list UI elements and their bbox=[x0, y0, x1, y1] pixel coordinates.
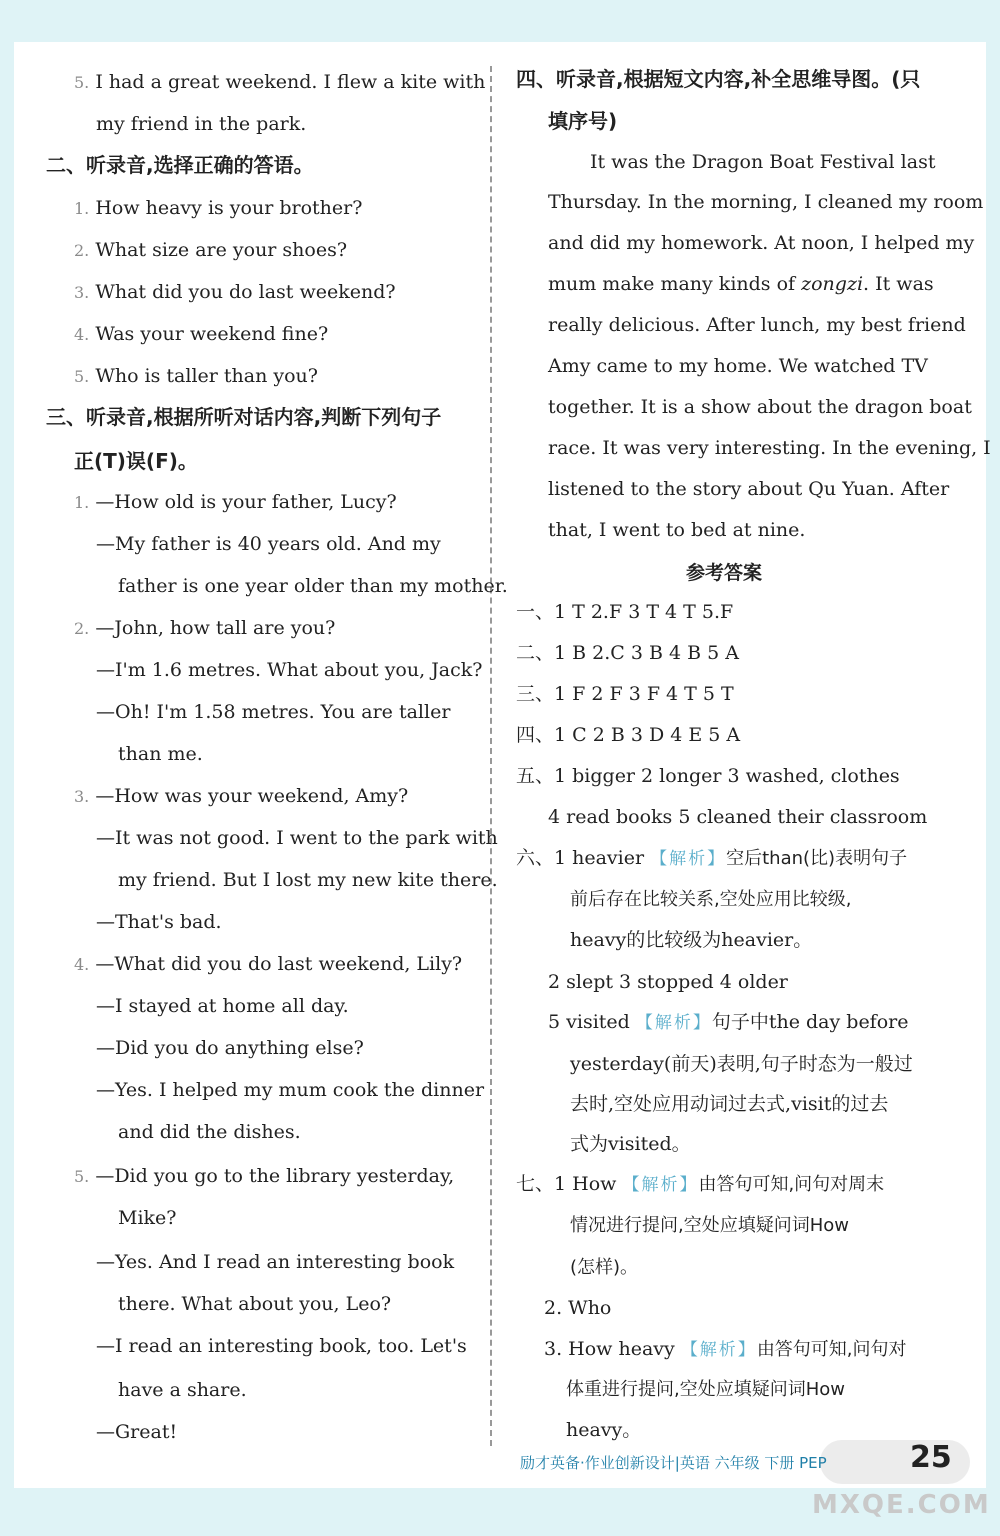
dialog-4-line-3: —Did you do anything else? bbox=[96, 1037, 364, 1059]
passage-line-9: listened to the story about Qu Yuan. After bbox=[548, 478, 950, 500]
passage-line-5: really delicious. After lunch, my best friend bbox=[548, 314, 966, 336]
section-3-title-line-2: 正(T)误(F)。 bbox=[74, 449, 198, 473]
answer-text: 七、1 How bbox=[516, 1173, 617, 1195]
answer-row-6-mid: 2 slept 3 stopped 4 older bbox=[548, 971, 788, 993]
answer-row-7-3-note-3: heavy。 bbox=[566, 1419, 642, 1441]
item-text: What size are your shoes? bbox=[95, 239, 348, 261]
analysis-tag: 【解析】 bbox=[635, 1013, 712, 1033]
section-4-title-line-1: 四、听录音,根据短文内容,补全思维导图。(只 bbox=[516, 67, 921, 91]
answer-row-7-2: 2. Who bbox=[544, 1297, 612, 1319]
answer-text: 六、1 heavier bbox=[516, 847, 645, 869]
watermark-text: MXQE.COM bbox=[812, 1490, 991, 1520]
dialog-5-line-6: have a share. bbox=[118, 1379, 247, 1401]
item-number: 1. bbox=[74, 199, 90, 218]
dialog-1-line-1 bbox=[74, 490, 397, 515]
answer-row-6-5-note-2: yesterday(前天)表明,句子时态为一般过 bbox=[570, 1053, 913, 1075]
page-top-border bbox=[0, 0, 1000, 42]
answer-row-7-1-note-2: 情况进行提问,空处应填疑问词How bbox=[570, 1215, 849, 1236]
item-number: 4. bbox=[74, 955, 90, 974]
dialog-4-line-5: and did the dishes. bbox=[118, 1121, 301, 1143]
answer-row-5a: 五、1 bigger 2 longer 3 washed, clothes bbox=[516, 765, 900, 787]
analysis-text: 空后than(比)表明句子 bbox=[726, 848, 908, 869]
passage-italic-word: zongzi bbox=[801, 273, 864, 295]
sec2-item-5 bbox=[74, 364, 318, 389]
answer-row-6-5 bbox=[548, 1010, 908, 1035]
answer-row-6-5-note-3: 去时,空处应用动词过去式,visit的过去 bbox=[570, 1093, 889, 1115]
answer-row-2: 二、1 B 2.C 3 B 4 B 5 A bbox=[516, 642, 739, 664]
dialog-5-line-3: —Yes. And I read an interesting book bbox=[96, 1251, 455, 1273]
dialog-2-line-3: —Oh! I'm 1.58 metres. You are taller bbox=[96, 701, 451, 723]
analysis-tag: 【解析】 bbox=[622, 1175, 699, 1195]
item-number: 3. bbox=[74, 787, 90, 806]
item-number: 3. bbox=[74, 283, 90, 302]
passage-line-1: It was the Dragon Boat Festival last bbox=[590, 151, 936, 173]
dialog-text: —How old is your father, Lucy? bbox=[95, 491, 397, 513]
page-left-border bbox=[0, 0, 14, 1536]
dialog-1-line-2: —My father is 40 years old. And my bbox=[96, 533, 441, 555]
analysis-tag: 【解析】 bbox=[650, 849, 727, 869]
answer-row-6-5-note-4: 式为visited。 bbox=[570, 1133, 691, 1155]
sec2-item-2 bbox=[74, 238, 347, 263]
passage-text: . It was bbox=[863, 273, 934, 295]
dialog-5-line-4: there. What about you, Leo? bbox=[118, 1293, 392, 1315]
dialog-text: —John, how tall are you? bbox=[95, 617, 336, 639]
passage-text: mum make many kinds of bbox=[548, 273, 796, 295]
answers-title: 参考答案 bbox=[686, 562, 763, 584]
answer-text: 3. How heavy bbox=[544, 1338, 675, 1360]
item-number: 2. bbox=[74, 619, 90, 638]
item-text: Who is taller than you? bbox=[95, 365, 318, 387]
dialog-1-line-3: father is one year older than my mother. bbox=[118, 575, 508, 597]
passage-line-10: that, I went to bed at nine. bbox=[548, 519, 806, 541]
answer-row-6-1-note-3: heavy的比较级为heavier。 bbox=[570, 929, 813, 951]
passage-line-6: Amy came to my home. We watched TV bbox=[548, 355, 928, 377]
dialog-3-line-3: my friend. But I lost my new kite there. bbox=[118, 869, 498, 891]
page-number: 25 bbox=[910, 1440, 952, 1475]
answer-row-3: 三、1 F 2 F 3 F 4 T 5 T bbox=[516, 683, 734, 705]
dialog-4-line-2: —I stayed at home all day. bbox=[96, 995, 349, 1017]
footer-book-info: 励才英备·作业创新设计|英语 六年级 下册 PEP bbox=[520, 1454, 827, 1472]
sec2-item-4 bbox=[74, 322, 328, 347]
item-number: 5. bbox=[74, 73, 90, 92]
item-text: What did you do last weekend? bbox=[95, 281, 396, 303]
passage-line-3: and did my homework. At noon, I helped my bbox=[548, 232, 975, 254]
answer-row-1: 一、1 T 2.F 3 T 4 T 5.F bbox=[516, 601, 734, 623]
dialog-5-line-7: —Great! bbox=[96, 1421, 178, 1443]
passage-line-8: race. It was very interesting. In the evening, I bbox=[548, 437, 991, 459]
dialog-text: —What did you do last weekend, Lily? bbox=[95, 953, 463, 975]
passage-line-7: together. It is a show about the dragon boat bbox=[548, 396, 972, 418]
answer-row-7-1 bbox=[516, 1172, 884, 1197]
item-number: 5. bbox=[74, 367, 90, 386]
item-text: How heavy is your brother? bbox=[95, 197, 363, 219]
answer-row-6-1-note-2: 前后存在比较关系,空处应用比较级, bbox=[570, 889, 852, 910]
answer-row-7-1-note-3: (怎样)。 bbox=[570, 1257, 639, 1278]
dialog-3-line-4: —That's bad. bbox=[96, 911, 222, 933]
answer-row-5b: 4 read books 5 cleaned their classroom bbox=[548, 806, 928, 828]
analysis-text: 句子中the day before bbox=[711, 1011, 909, 1033]
passage-line-4 bbox=[548, 272, 934, 296]
dialog-5-line-2: Mike? bbox=[118, 1207, 177, 1229]
dialog-5-line-5: —I read an interesting book, too. Let's bbox=[96, 1335, 467, 1357]
item-text: I had a great weekend. I flew a kite with bbox=[95, 71, 486, 93]
dialog-5-line-1 bbox=[74, 1164, 454, 1189]
item-text: Was your weekend fine? bbox=[95, 323, 329, 345]
dialog-3-line-2: —It was not good. I went to the park with bbox=[96, 827, 498, 849]
analysis-tag: 【解析】 bbox=[680, 1340, 757, 1360]
passage-line-2: Thursday. In the morning, I cleaned my room bbox=[548, 191, 984, 213]
answer-row-4: 四、1 C 2 B 3 D 4 E 5 A bbox=[516, 724, 741, 746]
section-3-title-line-1: 三、听录音,根据所听对话内容,判断下列句子 bbox=[46, 405, 442, 429]
dialog-2-line-2: —I'm 1.6 metres. What about you, Jack? bbox=[96, 659, 483, 681]
page-right-border bbox=[986, 0, 1000, 1536]
dialog-2-line-1 bbox=[74, 616, 335, 641]
dialog-4-line-4: —Yes. I helped my mum cook the dinner bbox=[96, 1079, 485, 1101]
item-number: 4. bbox=[74, 325, 90, 344]
dialog-3-line-1 bbox=[74, 784, 408, 809]
sec2-item-1 bbox=[74, 196, 362, 221]
dialog-4-line-1 bbox=[74, 952, 462, 977]
column-divider bbox=[490, 66, 492, 1446]
answer-row-6-1 bbox=[516, 846, 907, 871]
answer-row-7-3 bbox=[544, 1337, 907, 1362]
left-item-5-line-2: my friend in the park. bbox=[96, 113, 307, 135]
section-2-title: 二、听录音,选择正确的答语。 bbox=[46, 153, 314, 177]
item-number: 2. bbox=[74, 241, 90, 260]
section-4-title-line-2: 填序号) bbox=[548, 109, 618, 133]
answer-row-7-3-note-2: 体重进行提问,空处应填疑问词How bbox=[566, 1379, 845, 1400]
item-number: 5. bbox=[74, 1167, 90, 1186]
analysis-text: 由答句可知,问句对周末 bbox=[698, 1174, 885, 1195]
sec2-item-3 bbox=[74, 280, 396, 305]
analysis-text: 由答句可知,问句对 bbox=[756, 1339, 907, 1360]
dialog-2-line-4: than me. bbox=[118, 743, 203, 765]
dialog-text: —Did you go to the library yesterday, bbox=[95, 1165, 455, 1187]
left-item-5-line-1 bbox=[74, 70, 485, 95]
answer-text: 5 visited bbox=[548, 1011, 630, 1033]
dialog-text: —How was your weekend, Amy? bbox=[95, 785, 409, 807]
item-number: 1. bbox=[74, 493, 90, 512]
